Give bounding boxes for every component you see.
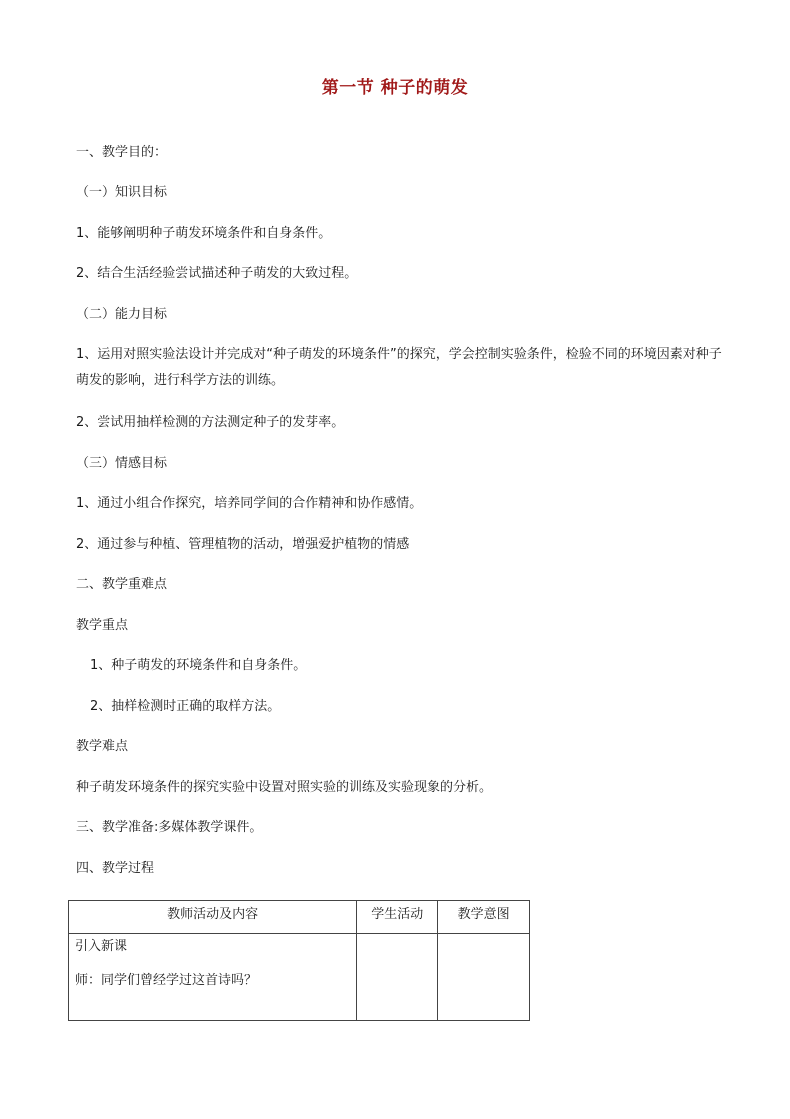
keypoints-heading: 二、教学重难点 xyxy=(76,577,168,592)
student-activity-cell xyxy=(357,934,438,1021)
knowledge-item-2: 2、结合生活经验尝试描述种子萌发的大致过程。 xyxy=(76,266,358,281)
ability-item-2: 2、尝试用抽样检测的方法测定种子的发芽率。 xyxy=(76,415,345,430)
ability-item-1: 1、运用对照实验法设计并完成对“种子萌发的环境条件”的探究，学会控制实验条件，检验不同的环境因素对种子萌发的影响，进行科学方法的训练。 xyxy=(76,347,722,388)
teacher-activity-line-2: 师：同学们曾经学过这首诗吗？ xyxy=(75,973,258,988)
knowledge-item-1: 1、能够阐明种子萌发环境条件和自身条件。 xyxy=(76,226,332,241)
focus-item-1: 1、种子萌发的环境条件和自身条件。 xyxy=(90,658,307,673)
goals-heading: 一、教学目的： xyxy=(76,145,168,160)
header-student-activity: 学生活动 xyxy=(357,901,438,934)
preparation-line: 三、教学准备:多媒体教学课件。 xyxy=(76,820,263,835)
header-teaching-intent: 教学意图 xyxy=(438,901,530,934)
focus-item-2: 2、抽样检测时正确的取样方法。 xyxy=(90,699,281,714)
process-heading: 四、教学过程 xyxy=(76,861,155,876)
teaching-intent-cell xyxy=(438,934,530,1021)
table-header-row xyxy=(69,901,530,934)
focus-heading: 教学重点 xyxy=(76,618,129,633)
teacher-activity-cell xyxy=(69,934,357,1021)
knowledge-heading: （一）知识目标 xyxy=(76,185,168,200)
ability-heading: （二）能力目标 xyxy=(76,307,168,322)
difficulty-heading: 教学难点 xyxy=(76,739,129,754)
emotion-heading: （三）情感目标 xyxy=(76,456,168,471)
teaching-process-table xyxy=(68,900,530,1021)
table-row xyxy=(69,934,530,1021)
difficulty-text: 种子萌发环境条件的探究实验中设置对照实验的训练及实验现象的分析。 xyxy=(76,780,493,795)
header-teacher-activity: 教师活动及内容 xyxy=(69,901,357,934)
emotion-item-2: 2、通过参与种植、管理植物的活动，增强爱护植物的情感 xyxy=(76,537,410,552)
teacher-activity-line-1: 引入新课 xyxy=(75,939,128,954)
emotion-item-1: 1、通过小组合作探究，培养同学间的合作精神和协作感情。 xyxy=(76,496,423,511)
page-title: 第一节 种子的萌发 xyxy=(321,78,469,98)
